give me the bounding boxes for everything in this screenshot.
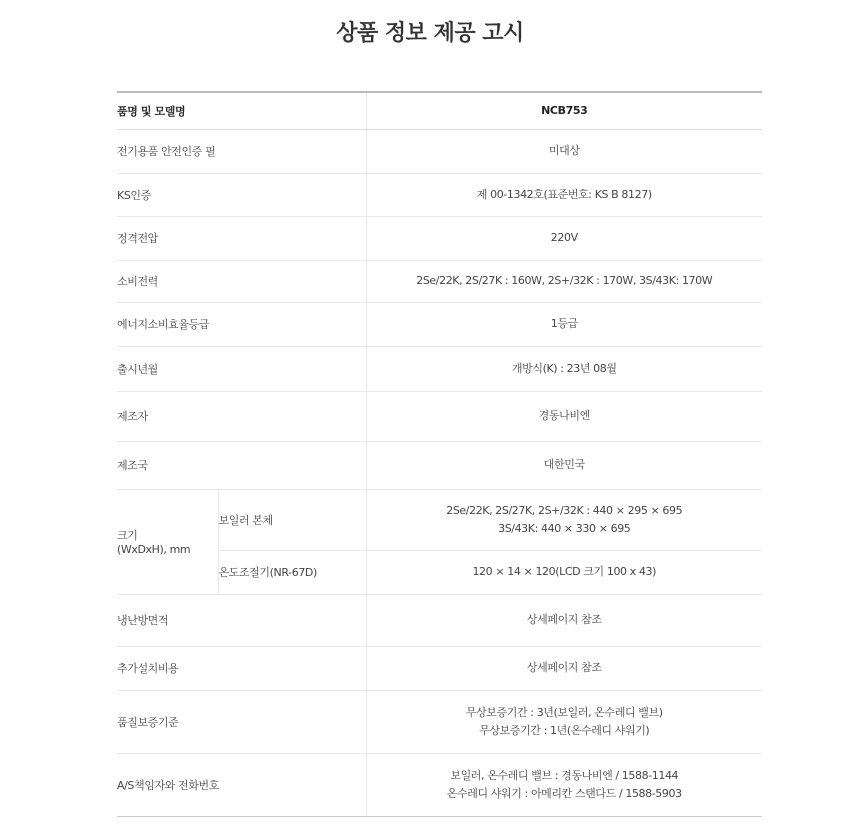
table-row	[117, 690, 762, 753]
value-line: 온수레디 샤워기 : 아메리칸 스탠다드 / 1588-5903	[446, 786, 682, 800]
table-row	[117, 173, 762, 216]
warranty-label: 품질보증기준	[117, 690, 366, 753]
row-label: 에너지소비효율등급	[117, 302, 366, 346]
row-value: 상세페이지 참조	[366, 594, 762, 646]
size-thermostat-value: 120 × 14 × 120(LCD 크기 100 x 43)	[366, 550, 762, 594]
value-line: 2Se/22K, 2S/27K, 2S+/32K : 440 × 295 × 695	[446, 503, 683, 517]
table-row	[117, 129, 762, 173]
size-boiler-label: 보일러 본체	[218, 489, 366, 550]
row-value: 경동나비엔	[366, 391, 762, 441]
row-label: 제조자	[117, 391, 366, 441]
row-label: 냉난방면적	[117, 594, 366, 646]
size-boiler-value	[366, 489, 762, 550]
table-row	[117, 346, 762, 391]
as-label: A/S책임자와 전화번호	[117, 753, 366, 816]
row-value: 1등급	[366, 302, 762, 346]
row-label: 정격전압	[117, 216, 366, 260]
row-label: 소비전력	[117, 260, 366, 302]
table-row	[117, 441, 762, 489]
value-line: 무상보증기간 : 3년(보일러, 온수레디 밸브)	[465, 705, 663, 719]
row-value: 2Se/22K, 2S/27K : 160W, 2S+/32K : 170W, 3S/43K: 170W	[366, 260, 762, 302]
row-value: 미대상	[366, 129, 762, 173]
value-line: 무상보증기간 : 1년(온수레디 샤워기)	[479, 723, 650, 737]
row-value: 대한민국	[366, 441, 762, 489]
row-label: KS인증	[117, 173, 366, 216]
table-row	[117, 489, 762, 550]
row-label: 전기용품 안전인증 필	[117, 129, 366, 173]
size-label-line: (WxDxH), mm	[117, 543, 191, 556]
table-row	[117, 646, 762, 690]
table-row	[117, 216, 762, 260]
warranty-value	[366, 690, 762, 753]
table-row	[117, 391, 762, 441]
product-info-table	[117, 91, 762, 817]
value-line: 보일러, 온수레디 밸브 : 경동나비엔 / 1588-1144	[450, 768, 679, 782]
row-label: 추가설치비용	[117, 646, 366, 690]
row-label: 출시년월	[117, 346, 366, 391]
row-label: 제조국	[117, 441, 366, 489]
row-value: 상세페이지 참조	[366, 646, 762, 690]
size-thermostat-label: 온도조절기(NR-67D)	[218, 550, 366, 594]
row-value: NCB753	[366, 92, 762, 129]
row-label: 품명 및 모델명	[117, 92, 366, 129]
value-line: 3S/43K: 440 × 330 × 695	[498, 521, 631, 535]
row-value: 제 00-1342호(표준번호: KS B 8127)	[366, 173, 762, 216]
table-row	[117, 92, 762, 129]
size-label	[117, 489, 218, 594]
as-value	[366, 753, 762, 816]
row-value: 개방식(K) : 23년 08월	[366, 346, 762, 391]
row-value: 220V	[366, 216, 762, 260]
page-title: 상품 정보 제공 고시	[336, 21, 524, 46]
table-row	[117, 260, 762, 302]
table-row	[117, 594, 762, 646]
table-row	[117, 753, 762, 816]
table-row	[117, 302, 762, 346]
size-label-line: 크기	[117, 529, 138, 542]
